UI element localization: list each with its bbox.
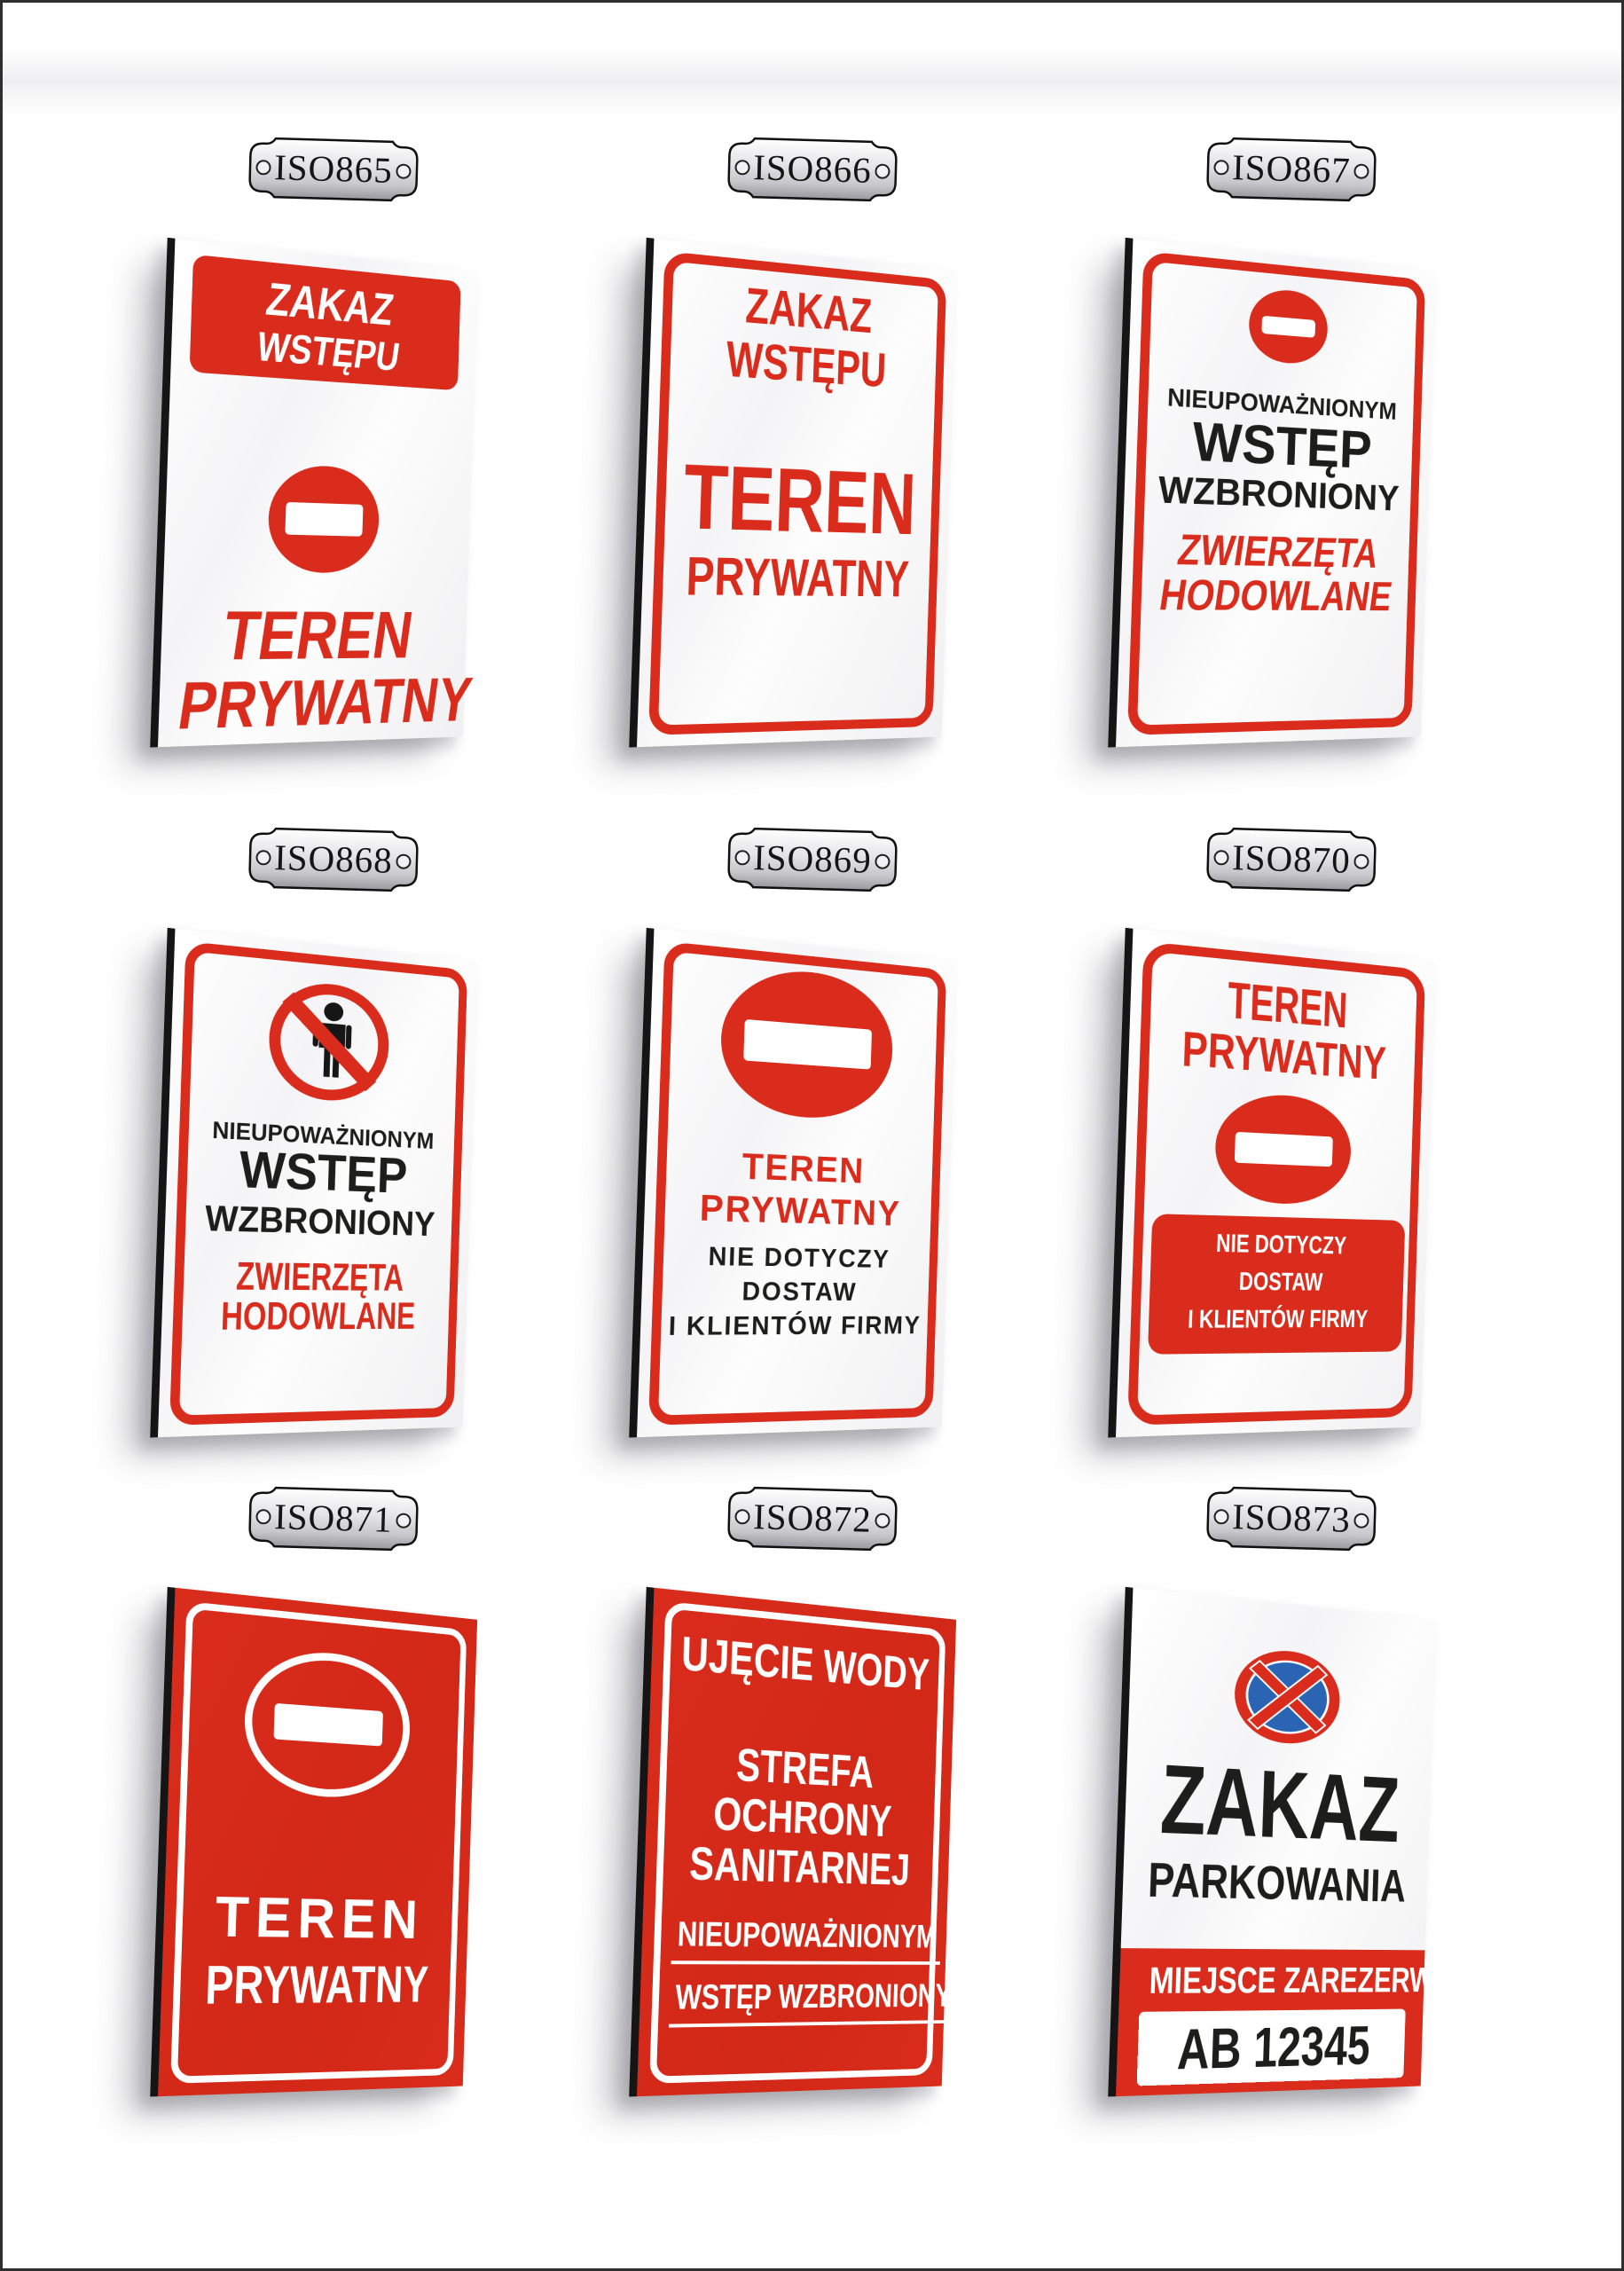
sign-text: NIEUPOWAŻNIONYM [211, 1116, 435, 1154]
catalog-cell-iso873 [1052, 1444, 1531, 2268]
sign-text [669, 1977, 952, 2027]
red-reserved-band [1115, 1948, 1527, 2096]
plaque-id-text: ISO868 [273, 836, 393, 881]
catalog-cell-iso866 [573, 3, 1052, 757]
red-header-panel [189, 255, 460, 390]
plate-number-text: AB 12345 [1175, 2014, 1371, 2082]
red-info-box [1147, 1214, 1404, 1355]
no-pedestrian-icon [257, 969, 399, 1112]
id-plaque [717, 131, 906, 208]
plaque-id-text: ISO872 [752, 1495, 872, 1540]
sign-text: ZAKAZ [744, 277, 873, 344]
sign-text: HODOWLANE [1156, 570, 1395, 620]
plaque-id-text: ISO866 [752, 145, 872, 191]
sign-text: TEREN [217, 596, 418, 675]
plaque-id-text: ISO869 [752, 836, 872, 881]
sign-text: WZBRONIONY [203, 1197, 435, 1244]
sign-text: TEREN [741, 1145, 866, 1192]
sign-text: PRYWATNY [203, 1955, 429, 2016]
underlined-text: NIEUPOWAŻNIONYM [671, 1917, 941, 1965]
sign-text: WSTĘP [238, 1140, 408, 1204]
sign-text: TEREN [214, 1883, 425, 1951]
catalog-cell-iso867 [1052, 3, 1531, 757]
sign-text: PARKOWANIA [1146, 1851, 1407, 1912]
sign-text: MIEJSCE ZAREZERWOWANE [1148, 1960, 1527, 2002]
sign-zakaz-parkowania-miejsce-zarezerwowane [1108, 1587, 1527, 2097]
no-entry-icon [266, 464, 380, 574]
underlined-text: WSTĘP WZBRONIONY [669, 1979, 956, 2027]
catalog-cell-iso869 [573, 757, 1052, 1444]
sign-text: PRYWATNY [685, 546, 910, 609]
sign-text: WSTĘPU [253, 324, 403, 380]
sign-text: PRYWATNY [698, 1187, 901, 1234]
sign-text: WSTĘPU [725, 331, 887, 398]
no-stopping-icon [1225, 1639, 1347, 1754]
sign-teren-prywatny-nie-dotyczy-dostaw [629, 928, 956, 1438]
license-plate-box [1136, 2009, 1405, 2086]
sign-text: ZWIERZĘTA [234, 1253, 404, 1300]
catalog-cell-iso865 [94, 3, 573, 757]
sign-text: NIE DOTYCZY [1215, 1229, 1347, 1261]
id-plaque [238, 1481, 428, 1557]
catalog-cell-iso871 [94, 1444, 573, 2268]
catalog-cell-iso868 [94, 757, 573, 1444]
sign-text: WZBRONIONY [1157, 468, 1400, 519]
sign-zakaz-wstepu-teren-prywatny [150, 238, 477, 748]
sign-text: NIE DOTYCZY [707, 1240, 890, 1274]
plaque-id-text: ISO873 [1231, 1495, 1351, 1540]
sign-text: ZAKAZ [1157, 1744, 1401, 1862]
sign-zakaz-wstepu-teren-prywatny-red [629, 238, 956, 748]
sign-text [671, 1914, 937, 1965]
plaque-id-text: ISO865 [273, 145, 393, 191]
sign-teren-prywatny-box-dostawy [1108, 928, 1435, 1438]
sign-text: HODOWLANE [219, 1293, 416, 1339]
id-plaque [238, 131, 428, 208]
id-plaque [717, 821, 906, 898]
sign-text: NIEUPOWAŻNIONYM [1166, 383, 1397, 426]
sign-teren-prywatny-red-face [150, 1587, 477, 2097]
id-plaque [1196, 821, 1385, 898]
sign-ujecie-wody-strefa-ochrony [629, 1587, 956, 2097]
plaque-id-text: ISO871 [273, 1495, 393, 1540]
sign-text: TEREN [1226, 971, 1348, 1039]
sign-text: OCHRONY [711, 1788, 892, 1847]
id-plaque [1196, 131, 1385, 208]
catalog-cell-iso870 [1052, 757, 1531, 1444]
sign-text: UJĘCIE WODY [679, 1625, 930, 1701]
sign-text: DOSTAW [1237, 1267, 1323, 1297]
id-plaque [1196, 1481, 1385, 1557]
sign-text: PRYWATNY [172, 664, 475, 744]
sign-text: I KLIENTÓW FIRMY [667, 1310, 922, 1341]
sign-text: STREFA [734, 1739, 875, 1798]
sign-wstep-wzbroniony-zwierzeta [1108, 238, 1435, 748]
sign-text: I KLIENTÓW FIRMY [1187, 1305, 1369, 1334]
id-plaque [238, 821, 428, 898]
sign-text: SANITARNEJ [687, 1837, 911, 1896]
catalog-cell-iso872 [573, 1444, 1052, 2268]
sign-text: ZAKAZ [263, 273, 396, 335]
sign-wstep-wzbroniony-zwierzeta-piktogram [150, 928, 477, 1438]
plaque-id-text: ISO867 [1231, 145, 1351, 191]
sign-text: DOSTAW [741, 1276, 858, 1307]
sign-text: ZWIERZĘTA [1173, 525, 1381, 578]
plaque-id-text: ISO870 [1231, 836, 1351, 881]
sign-text: TEREN [681, 444, 917, 554]
id-plaque [717, 1481, 906, 1557]
sign-text: WSTĘP [1191, 410, 1373, 481]
sign-text: PRYWATNY [1181, 1020, 1387, 1090]
